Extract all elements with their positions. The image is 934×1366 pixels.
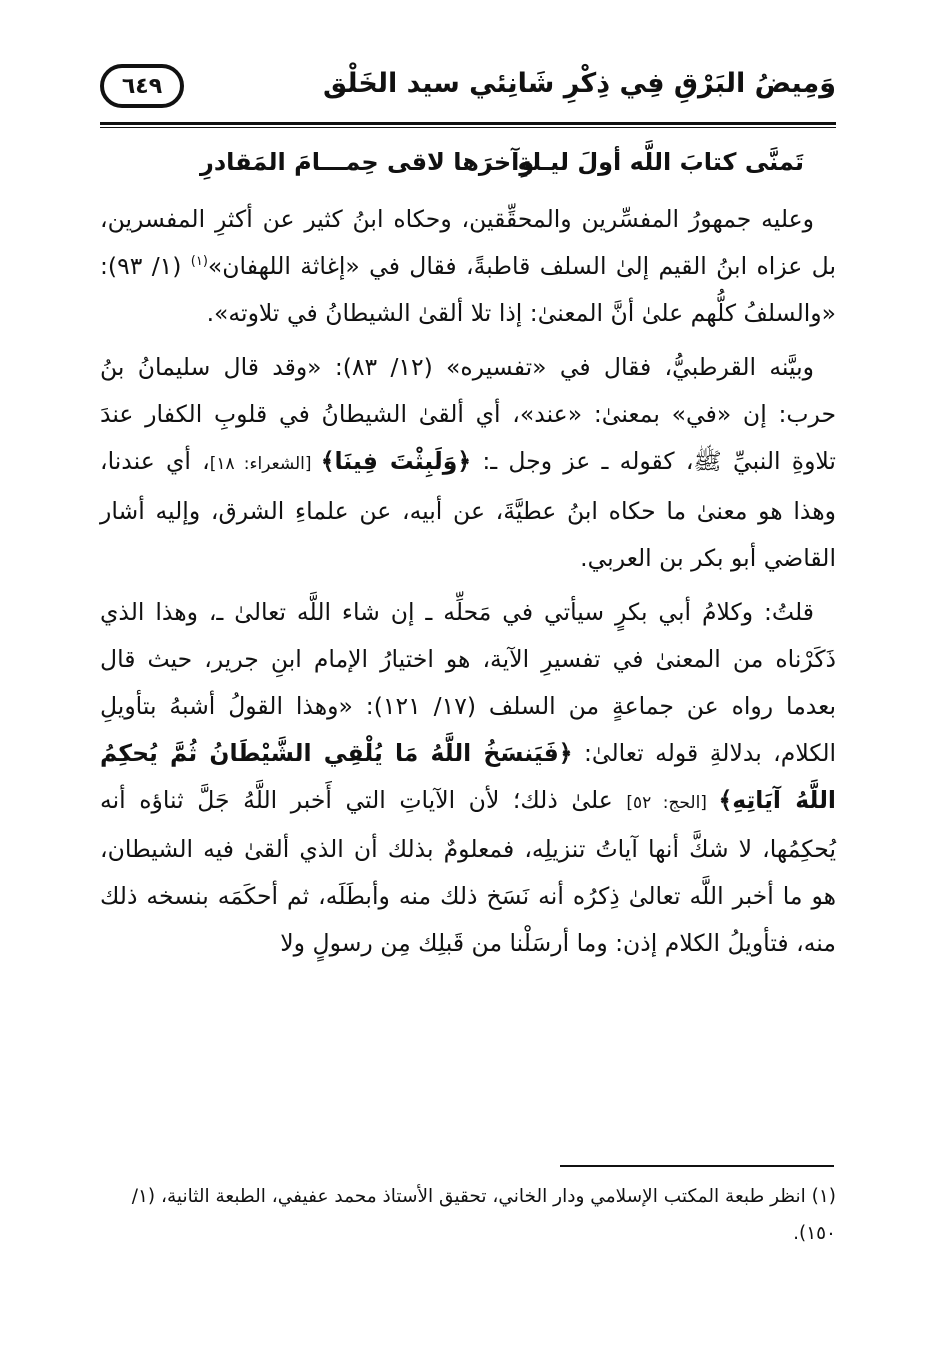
body-text [100,196,836,967]
paragraph-3 [100,589,836,966]
paragraph-3-text-b: علىٰ ذلك؛ لأن الآياتِ التي أَخبر اللَّهُ جَلَّ ثناؤه أنه يُحكِمُها، لا شكَّ أنها آياتُ تنزيلِه، فمعلومٌ بذلك أن الذي ألقىٰ فيه الشيطان، هو ما أخبر اللَّه تعالىٰ ذِكرُه أنه نَسَخ ذلك منه وأبطَلَه، ثم أحكَمَه بنسخه ذلك منه، فتأويلُ الكلام إذن: وما أرسَلْنا من قَبلِك مِن رسولٍ ولا [100,785,836,957]
paragraph-2-text-b: ، أي عندنا، وهذا هو معنىٰ ما حكاه ابنُ عطيَّةَ، عن أبيه، عن علماءِ الشرق، وإليه أشار القاضي أبو بكر بن العربي. [100,446,836,572]
page-number: ٦٤٩ [121,73,163,99]
page-header [100,60,836,122]
poem-verse [120,142,820,186]
header-rule [100,122,836,125]
footnote-reference: (١) [190,253,208,269]
page-number-badge [100,64,184,108]
footnote-separator [560,1165,834,1167]
paragraph-1-text-a: وعليه جمهورُ المفسِّرين والمحقِّقين، وحكاه ابنُ كثير عن أكثرِ المفسرين، بل عزاه ابنُ القيم إلىٰ السلف قاطبةً، فقال في «إغاثة اللهفان» [100,205,837,280]
verse-second-hemistich: وآخرَها لاقى حِمـــامَ المَقادرِ [200,148,535,176]
paragraph-3-text-a: قلتُ: وكلامُ أبي بكرٍ سيأتي في مَحلِّه ـ إن شاء اللَّه تعالىٰ ـ، وهذا الذي ذَكَرْناه من المعنىٰ في تفسيرِ الآية، هو اختيارُ الإمام ابنِ جرير، حيث قال بعدما رواه عن جماعةٍ من السلف (١٧/ ١٢١): «وهذا القولُ أشبهُ بتأويلِ الكلام، بدلالةِ قوله تعالىٰ: [100,598,837,767]
paragraph-1-text-b: (١/ ٩٣): «والسلفُ كلُّهم علىٰ أنَّ المعنىٰ: إذا تلا ألقىٰ الشيطانُ في تلاوته». [100,251,836,327]
verse-first-hemistich: تَمنَّى كتابَ اللَّه أولَ ليـلةٍ [517,148,804,176]
surah-reference: [الشعراء: ١٨] [209,453,321,474]
paragraph-2 [100,344,836,581]
paragraph-1 [100,196,836,336]
paragraph-2-text-a: وبيَّنه القرطبيُّ، فقال في «تفسيره» (١٢/ ٨٣): «وقد قال سليمانُ بنُ حرب: إن «في» بمعنىٰ: «عند»، أي ألقىٰ الشيطانُ في قلوبِ الكفار عندَ تلاوةِ النبيِّ ﷺ، كقوله ـ عز وجل ـ: [100,353,836,475]
footnote: (١) انظر طبعة المكتب الإسلامي ودار الخاني، تحقيق الأستاذ محمد عفيفي، الطبعة الثانية، (١/ ١٥٠). [131,1186,836,1244]
quran-citation: ﴿فَيَنسَخُ اللَّهُ مَا يُلْقِي الشَّيْطَانُ ثُمَّ يُحكِمُ اللَّهُ آيَاتِهِ﴾ [100,738,836,814]
running-title: وَمِيضُ البَرْقِ فِي ذِكْرِ شَانِئي سيد الخَلْق [323,68,836,99]
quran-citation: ﴿وَلَبِثْتَ فِينَا﴾ [320,446,472,475]
header-rule-thin [100,127,836,128]
surah-reference: [الحج: ٥٢] [626,792,719,813]
